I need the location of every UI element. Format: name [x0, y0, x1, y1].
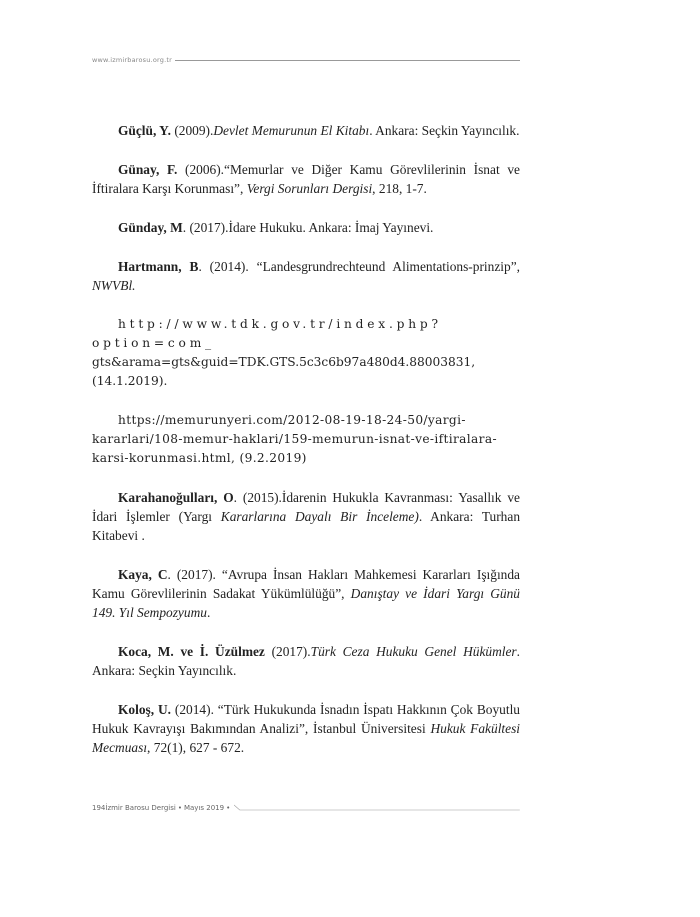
reference-text: .	[206, 605, 211, 620]
reference-text: . (2014). “Landesgrundrechteund Alimentations-prinzip”,	[198, 259, 520, 274]
reference-text: (2017).	[264, 644, 311, 659]
reference-text: , 218, 1-7.	[372, 181, 427, 196]
footer-rule-shape	[234, 804, 520, 812]
footer-text	[92, 804, 232, 812]
reference-entry	[92, 121, 520, 140]
reference-text: (2009).	[170, 123, 214, 138]
references-list	[92, 121, 520, 777]
reference-title: Vergi Sorunları Dergisi	[246, 181, 373, 196]
reference-url[interactable]: http://www.tdk.gov.tr/index.php?option=com_	[92, 317, 442, 350]
reference-text: . Ankara: Turhan Kitabevi .	[92, 509, 521, 543]
reference-entry	[92, 257, 520, 295]
reference-text: . (2015).İdarenin Hukukla Kavranması: Yasallık ve İdari İşlemler (Yargı	[92, 490, 520, 524]
header-rule	[175, 60, 520, 61]
reference-entry	[92, 411, 520, 468]
page-number: 194	[92, 804, 106, 812]
reference-author: Hartmann, B	[118, 259, 199, 274]
reference-title: Danıştay ve İdari Yargı Günü 149. Yıl Sempozyumu	[92, 586, 520, 620]
reference-title: Devlet Memurunun El Kitabı	[213, 123, 370, 138]
reference-author: Kaya, C	[118, 567, 168, 582]
reference-author: Güçlü, Y.	[118, 123, 171, 138]
header-url: www.izmirbarosu.org.tr	[92, 56, 172, 64]
reference-author: Koca, M. ve İ. Üzülmez	[118, 644, 265, 659]
reference-author: Günay, F.	[118, 162, 178, 177]
reference-entry	[92, 315, 520, 391]
reference-author: Koloş, U.	[118, 702, 171, 717]
reference-title: Türk Ceza Hukuku Genel Hükümler	[310, 644, 517, 659]
reference-text: (2014). “Türk Hukukunda İsnadın İspatı Hakkının Çok Boyutlu Hukuk Kavrayışı Bakımından Analizi”, İstanbul Üniversitesi	[92, 702, 520, 736]
footer-bullet: •	[226, 804, 231, 812]
reference-entry	[92, 700, 520, 757]
reference-title: NWVBl.	[92, 278, 136, 293]
reference-text: . Ankara: Seçkin Yayıncılık.	[369, 123, 520, 138]
journal-name: İzmir Barosu Dergisi	[105, 804, 176, 812]
reference-entry	[92, 565, 520, 622]
footer-rule	[234, 804, 520, 812]
reference-entry	[92, 160, 520, 198]
reference-text: . (2017).İdare Hukuku. Ankara: İmaj Yayınevi.	[182, 220, 434, 235]
reference-author: Günday, M	[118, 220, 183, 235]
reference-text: (2006).“Memurlar ve Diğer Kamu Görevlilerinin İsnat ve İftiralara Karşı Korunması”,	[92, 162, 520, 196]
page-header	[92, 52, 520, 68]
reference-text: , 72(1), 627 - 672.	[147, 740, 245, 755]
reference-url[interactable]: https://memurunyeri.com/2012-08-19-18-24-50/yargi-kararlari/108-memur-haklari/159-memurun-isnat-ve-iftiralara-karsi-korunmasi.html, (9.2.2019)	[92, 413, 497, 465]
reference-text: . (2017). “Avrupa İnsan Hakları Mahkemesi Kararları Işığında Kamu Görevlilerinin Sadakat Yükümlülüğü”,	[92, 567, 520, 601]
reference-entry	[92, 218, 520, 237]
reference-title: Hukuk Fakültesi Mecmuası	[92, 721, 521, 755]
reference-author: Karahanoğulları, O	[118, 490, 234, 505]
footer-bullet: •	[177, 804, 182, 812]
footer-issue: Mayıs 2019	[183, 804, 225, 812]
reference-title: Kararlarına Dayalı Bir İnceleme)	[220, 509, 419, 524]
reference-entry	[92, 642, 520, 680]
reference-url-rest: gts&arama=gts&guid=TDK.GTS.5c3c6b97a480d4.88003831, (14.1.2019).	[92, 355, 476, 388]
page-footer	[92, 801, 520, 815]
reference-entry	[92, 488, 520, 545]
reference-text: . Ankara: Seçkin Yayıncılık.	[92, 644, 520, 678]
